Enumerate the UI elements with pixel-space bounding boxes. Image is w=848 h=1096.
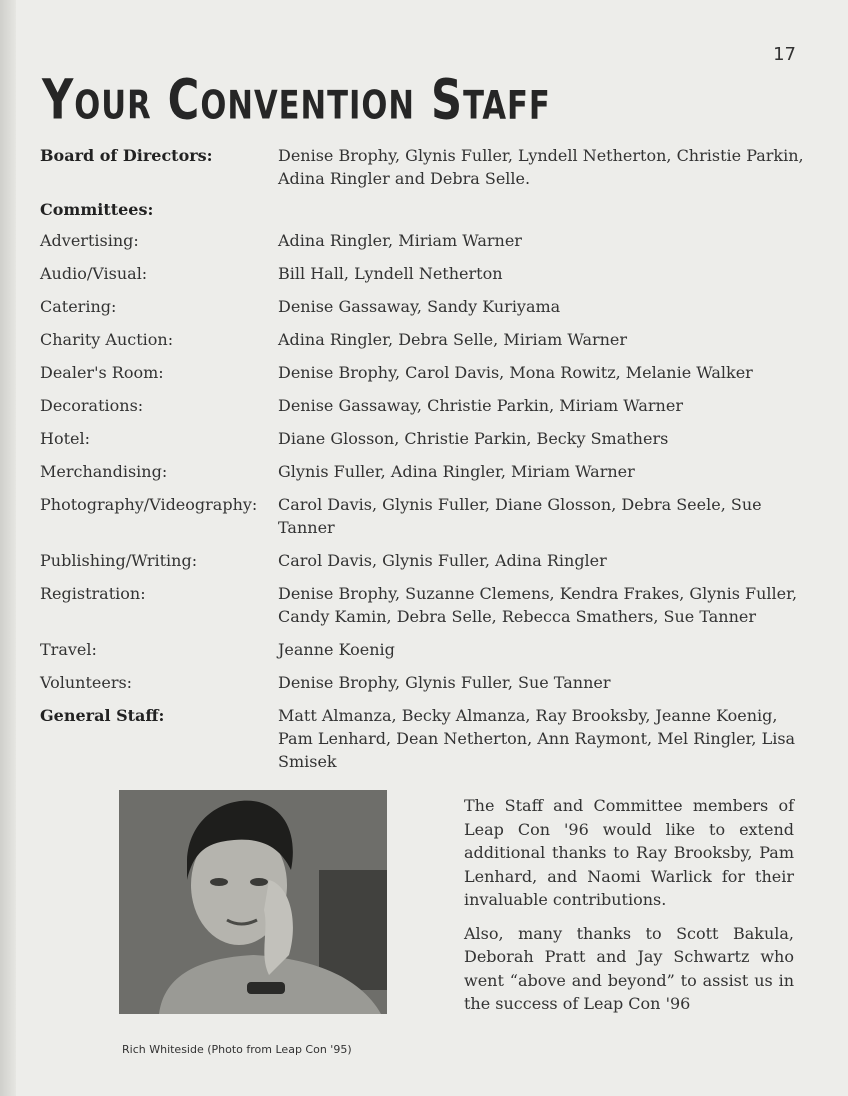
board-label: Board of Directors:: [40, 146, 213, 165]
committee-row: [40, 582, 810, 628]
committee-row: [40, 671, 810, 694]
committees-heading: Committees:: [40, 200, 154, 219]
committee-members: Adina Ringler, Debra Selle, Miriam Warner: [278, 330, 628, 349]
committee-label: Audio/Visual:: [40, 264, 148, 283]
committee-label: Registration:: [40, 584, 146, 603]
committee-row: [40, 328, 810, 351]
page-number: 17: [773, 44, 796, 65]
staff-photo: [119, 790, 387, 1014]
committee-members: Glynis Fuller, Adina Ringler, Miriam Warner: [278, 462, 635, 481]
thanks-paragraph: The Staff and Committee members of Leap Con '96 would like to extend additional thanks to Ray Brooksby, Pam Lenhard, and Naomi Warlick for their invaluable contributions.: [464, 796, 794, 909]
board-members: Denise Brophy, Glynis Fuller, Lyndell Netherton, Christie Parkin, Adina Ringler and Debra Selle.: [278, 146, 804, 188]
board-row: [40, 144, 810, 190]
portrait-image: [119, 790, 387, 1014]
committee-members: Carol Davis, Glynis Fuller, Diane Glosson, Debra Seele, Sue Tanner: [278, 495, 762, 537]
committee-members: Diane Glosson, Christie Parkin, Becky Smathers: [278, 429, 669, 448]
page-gutter-shadow: [0, 0, 16, 1096]
committee-row: [40, 493, 810, 539]
committee-label: Volunteers:: [40, 673, 133, 692]
committee-members: Denise Brophy, Glynis Fuller, Sue Tanner: [278, 673, 611, 692]
committees-heading-row: [40, 198, 810, 221]
committee-row: [40, 361, 810, 384]
thanks-text: [464, 794, 794, 1026]
committee-row: [40, 427, 810, 450]
committee-members: Denise Brophy, Suzanne Clemens, Kendra Frakes, Glynis Fuller, Candy Kamin, Debra Selle, Rebecca Smathers, Sue Tanner: [278, 584, 798, 626]
committee-members: Denise Brophy, Carol Davis, Mona Rowitz, Melanie Walker: [278, 363, 753, 382]
committee-label: Decorations:: [40, 396, 144, 415]
committee-row: [40, 229, 810, 252]
committee-members: Carol Davis, Glynis Fuller, Adina Ringler: [278, 551, 607, 570]
committee-label: Photography/Videography:: [40, 495, 258, 514]
committee-label: Advertising:: [40, 231, 139, 250]
general-staff-members: Matt Almanza, Becky Almanza, Ray Brooksby, Jeanne Koenig, Pam Lenhard, Dean Netherton, Ann Raymont, Mel Ringler, Lisa Smisek: [278, 706, 796, 771]
committee-members: Denise Gassaway, Christie Parkin, Miriam Warner: [278, 396, 683, 415]
committee-label: Travel:: [40, 640, 97, 659]
committee-label: Charity Auction:: [40, 330, 174, 349]
committee-label: Catering:: [40, 297, 117, 316]
committee-label: Hotel:: [40, 429, 90, 448]
committee-members: Denise Gassaway, Sandy Kuriyama: [278, 297, 561, 316]
committee-label: Dealer's Room:: [40, 363, 164, 382]
thanks-paragraph: Also, many thanks to Scott Bakula, Deborah Pratt and Jay Schwartz who went “above and beyond” to assist us in the success of Leap Con '96: [464, 923, 794, 1013]
committee-row: [40, 460, 810, 483]
committee-row: [40, 262, 810, 285]
general-staff-label: General Staff:: [40, 706, 165, 725]
committee-members: Jeanne Koenig: [278, 640, 395, 659]
committee-members: Bill Hall, Lyndell Netherton: [278, 264, 503, 283]
committee-label: Merchandising:: [40, 462, 168, 481]
committee-row: [40, 295, 810, 318]
committee-members: Adina Ringler, Miriam Warner: [278, 231, 522, 250]
committee-label: Publishing/Writing:: [40, 551, 198, 570]
committee-row: [40, 549, 810, 572]
committee-row: [40, 394, 810, 417]
staff-list: [40, 144, 810, 773]
photo-caption: Rich Whiteside (Photo from Leap Con '95): [122, 1043, 352, 1056]
page-title: Your Convention Staff: [42, 68, 551, 133]
committee-row: [40, 638, 810, 661]
general-staff-row: [40, 704, 810, 773]
